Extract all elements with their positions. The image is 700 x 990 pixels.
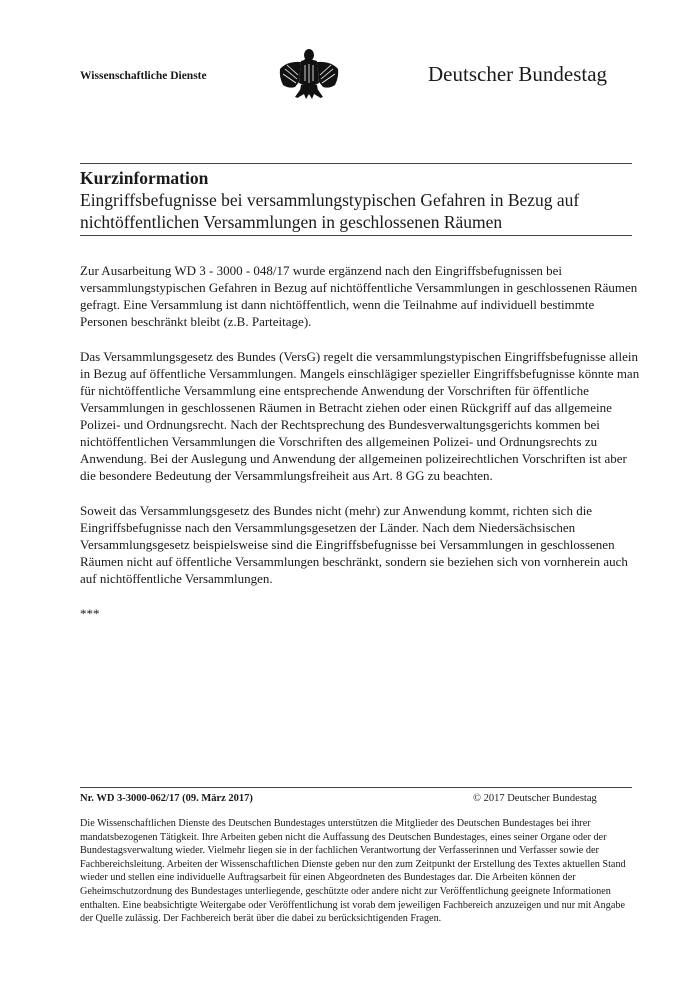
title-block [80,167,636,233]
bundestag-eagle-icon [277,47,341,105]
title-top-rule [80,163,632,164]
body-paragraph: Zur Ausarbeitung WD 3 - 3000 - 048/17 wurde ergänzend nach den Eingriffsbefugnissen bei versammlungstypischen Gefahren in Bezug auf nichtöffentliche Versammlungen in geschlossenen Räumen gefragt. Eine Versammlung ist dann nichtöffentlich, wenn die Teilnahme auf individuell bestimmte Personen beschränkt bleibt (z.B. Parteitage). [80,263,638,329]
title-bottom-rule [80,235,632,236]
disclaimer-text: Die Wissenschaftlichen Dienste des Deutschen Bundestages unterstützen die Mitglieder des Deutschen Bundestages bei ihrer mandatsbezogenen Tätigkeit. Ihre Arbeiten geben nicht die Auffassung des Deutschen Bundestages, eines seiner Organe oder der Bundestagsverwaltung wieder. Vielmehr liegen sie in der fachlichen Verantwortung der Verfasserinnen und Verfasser sowie der Fachbereichsleitung. Arbeiten der Wissenschaftlichen Dienste geben nur den zum Zeitpunkt der Erstellung des Textes aktuellen Stand wieder und stellen eine individuelle Auftragsarbeit für einen Abgeordneten des Bundestages dar. Die Arbeiten können der Geheimschutzordnung des Bundestages unterliegende, geschützte oder andere nicht zur Veröffentlichung geeignete Informationen enthalten. Eine beabsichtigte Weitergabe oder Veröffentlichung ist vorab dem jeweiligen Fachbereich anzuzeigen und nur mit Angabe der Quelle zulässig. Der Fachbereich berät über die dabei zu berücksichtigenden Fragen. [80,818,626,925]
document-number: Nr. WD 3-3000-062/17 (09. März 2017) [80,793,253,804]
end-marker: *** [80,606,100,621]
org-name-right: Deutscher Bundestag [428,62,608,86]
document-type: Kurzinformation [80,168,209,188]
body-paragraph: Soweit das Versammlungsgesetz des Bundes nicht (mehr) zur Anwendung kommt, richten sich die Eingriffsbefugnisse nach den Versammlungsgesetzen der Länder. Nach dem Niedersächsischen Versammlungsgesetz beispielsweise sind die Eingriffsbefugnisse bei Versammlungen in geschlossenen Räumen nicht auf öffentliche Versammlungen beschränkt, sondern sie beziehen sich von vornherein auch auf nichtöffentliche Versammlungen. [80,503,628,586]
footer-rule [80,787,632,788]
document-title-line-1: Eingriffsbefugnisse bei versammlungstypischen Gefahren in Bezug auf [80,190,580,210]
document-header [0,0,700,130]
body-paragraph: Das Versammlungsgesetz des Bundes (VersG) regelt die versammlungstypischen Eingriffsbefugnisse allein in Bezug auf öffentliche Versammlungen. Mangels einschlägiger spezieller Eingriffsbefugnisse könnte man für nichtöffentliche Versammlung eine entsprechende Anwendung der Vorschriften für öffentliche Versammlungen in geschlossenen Räumen in Betracht ziehen oder einen Rückgriff auf das allgemeine Polizei- und Ordnungsrecht. Nach der Rechtsprechung des Bundesverwaltungsgerichts kommen bei nichtöffentlichen Versammlungen die Vorschriften des allgemeinen Polizei- und Ordnungsrechts zu Anwendung. Bei der Auslegung und Anwendung der allgemeinen polizeirechtlichen Vorschriften ist aber die besondere Bedeutung der Versammlungsfreiheit aus Art. 8 GG zu beachten. [80,349,640,483]
copyright-notice: © 2017 Deutscher Bundestag [473,793,597,804]
document-body [80,262,642,622]
org-name-left: Wissenschaftliche Dienste [80,70,207,82]
document-title-line-2: nichtöffentlichen Versammlungen in geschlossenen Räumen [80,212,503,232]
